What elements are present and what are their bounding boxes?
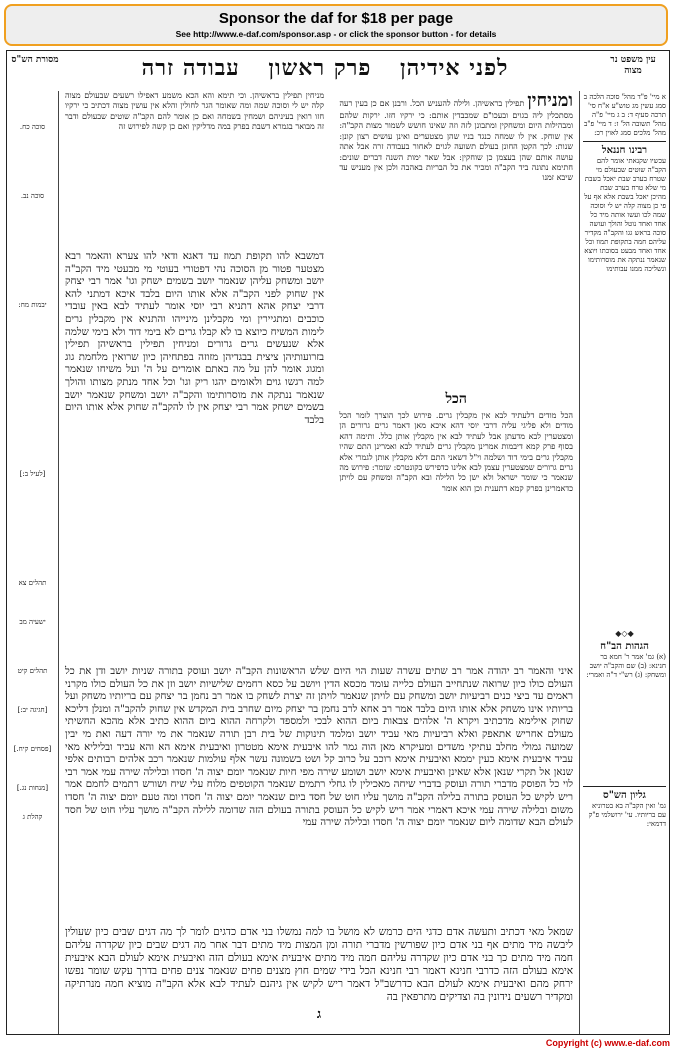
mesoret-heading: מסורת הש"ס bbox=[11, 55, 59, 65]
daf-title-chapter-number: פרק ראשון bbox=[268, 55, 372, 81]
gemara-text-middle bbox=[65, 666, 573, 921]
mesoret-note: יבמות מח: bbox=[18, 301, 47, 309]
rabbeinu-chananel-title: רבינו חננאל bbox=[601, 145, 648, 156]
mesoret-note: [פסחים קיח.] bbox=[13, 745, 52, 753]
rashi-text: תפילין בראשיהן. ולילה להעניש הכל. ורבנן אם כן בעין רעה מסתכלין ליה בגוים ובעכו"ם שמכבדין אותם: כי ירקיו חזו. ירקות שלהם ומבהילות היום ומשחקין ומתבונן לזה וזה שאינו חושש לשמור מצות הקב"ה: אין שוחק. אין לו שמחה כנגד בניו שהן מצטערים ואינן עושים רצון קונן: שנות: לכך הקטן החונן בעולם תשועה לגוים לאחור בעבודה זרה אבל אתה עושה אותם שהן בעצמן כן שוחקין: אבל שאר ימות השנה דברים שונים: חתימא נתונה ביד הקב"ה ומכיר את כל הבריות באהבה ולכן אין מעניש עד שיבא זמנו bbox=[339, 99, 573, 183]
diamond-ornament-icon: ◆◇◆ bbox=[615, 629, 634, 638]
mesoret-note: [חגיגה יב:] bbox=[17, 706, 48, 714]
ein-mishpat-text: א מיי' פ"ד מהל' סוכה הלכה ב סמג עשין מג טוש"ע א"ח סי' תרכה סעיף ד: ב ג מיי' פ"ה מהל' תשובה הל' ז: ד מיי' פ"ב מהל' מלכים סמג לאוין רכ: bbox=[583, 93, 666, 137]
rashi-commentary bbox=[339, 91, 573, 391]
mesoret-note: סוכה נב. bbox=[20, 192, 45, 200]
left-margin-column bbox=[7, 91, 59, 1034]
daf-title bbox=[67, 55, 583, 81]
daf-title-chapter-name: לפני אידיהן bbox=[400, 55, 509, 81]
gemara-part3: שנאמר רכב אלהים רבותים אלפי שנאן אל תקרי שנאן אלא שאינן ואיבעית אימא יושב ושומע שירה מפי חיות שנאמר יומם יצוה ה' חסדו ובלילה שירה עמי אמר רבי לוי כל הפוסק מדברי תורה ועוסק בדברי שיחה מאכילין לו גחלי רתמים שנאמר הקוטפים מלוח עלי שיח ושורש רתמים לחמם אמר ריש לקיש כל העוסק בתורה בלילה הקב"ה מושך עליו חוט של חסד ביום שנאמר יומם יצוה ה' חסדו ומה טעם יומם יצוה ה' חסדו משום ובלילה שירה עמי איכא דאמרי אמר ריש לקיש כל העוסק בתורה בעולם הזה שדומה ללילה הקב"ה מושך עליו חוט של חסד לעולם הבא שדומה ליום שנאמר יומם יצוה ה' חסדו ובלילה שירה עמי bbox=[65, 754, 573, 829]
gemara-text-upper: דמשבא להו תקופת תמוז עד דאגא ודאי להו צערא והאמר רבא מצטער פטור מן הסוכה נהי דפטורי בעוטי מי מבעטי מיד הקב"ה יושב ומשחק עליהן שנאמר יושב בשמים ישחק וגו' אמר רבי יצחק אין שחוק לפני הקב"ה אלא אותו היום בלבד איכא דמתני להא דרבי יצחק אהא דתניא רבי יוסי אומר לעתיד לבא באין עובדי כוכבים ומתגיירין ומי מקבלינן מינייהו והתניא אין מקבלין גרים לימות המשיח כיוצא בו לא קבלו גרים לא בימי דוד ולא בימי שלמה אלא שנעשים גרים גרורים ומניחין תפילין בראשיהן תפילין בזרועותיהן ציצית בבגדיהן מזוזה בפתחיהן כיון שרואין מלחמת גוג ומגוג אומר להן על מה באתם אומרים על ה' ועל משיחו שנאמר למה רגשו גוים ולאומים יהגו ריק וגו' וכל אחד מנתק מצותו והולך שנאמר ננתקה את מוסרותימו והקב"ה יושב ומשחק שנאמר יושב בשמים ישחק אמר רבי יצחק אין לו להקב"ה שחוק אלא אותו היום בלבד bbox=[65, 251, 325, 426]
mesoret-note: תהלים קיט bbox=[17, 667, 48, 675]
divider bbox=[583, 141, 666, 142]
divider bbox=[583, 786, 666, 787]
daf-title-tractate: עבודה זרה bbox=[141, 55, 240, 81]
sponsor-banner[interactable] bbox=[4, 4, 668, 46]
hagahot-text: (א) גמ' אמר ר' חמא בר חנינא: (ב) שם והקב"ה יושב ומשחק: (ג) רש"י ד"ה ואמרי: bbox=[586, 653, 666, 679]
ein-mishpat-heading: עין משפט נר מצוה bbox=[610, 55, 656, 76]
sponsor-subtitle[interactable]: See http://www.e-daf.com/sponsor.asp - or click the sponsor button - for details bbox=[175, 29, 497, 39]
gemara-part2: איני והאמר רב יהודה אמר רב שתים עשרה שעות הוי היום שלש הראשונות הקב"ה יושב ועוסק בתורה שניות יושב ודן את כל העולם כולו כיון שרואה שנתחייב העולם כלייה עומד מכסא הדין ויושב על כסא רחמים שלישיות יושב וזן את כל העולם כולו מקרני ראמים עד ביצי כנים רביעיות יושב ומשחק עם לויתן שנאמר לויתן זה יצרת לשחק בו אמר רב נחמן בר יצחק עם בריותיו משחק ועל בריותיו אינו משחק אלא אותו היום בלבד אמר רב אחא לרב נחמן בר יצחק מיום שחרב בית המקדש אין שחוק להקב"ה ומנלן דליכא שחוק אילימא מדכתיב ויקרא ה' אלהים צבאות ביום ההוא לבכי ולמספד ולקרחה ההוא ביום ההוא כתיב אלא מהכא החשיתי מעולם אחריש אתאפק ואלא רביעיות מאי עביד יושב ומלמד תינוקות של בית רבן תורה שנאמר את מי יורה דעה ואת מי יבין שמועה גמולי מחלב עתיקי משדים ומעיקרא מאן הוה גמר להו איבעית אימא מטטרון ואיבעית אימא הא והא עביד ובליליא מאי עביד איבעית אימא כעין יממא ואיבעית אימא רוכב על כרוב קל ושט בשמונה עשר אלף עולמות bbox=[65, 666, 573, 766]
mesoret-note: תהלים צא bbox=[18, 579, 47, 587]
tosafot-heading: הכל bbox=[445, 391, 467, 407]
tosafot-lower: הכל מודים דלעתיד לבא אין מקבלין גרים. פירוש לכך הוצרך לומר הכל מודים ולא פליגי עליה דרבי יוסי דהא איכא מאן דאמר גרים גרורים הן ומצטערין לבא מדעתן אבל לעתיד לבא אין מקבלין אותן כלל. ותימה דהא בסוף פרק קמא דיבמות אמרינן מקבלין גרים לעתיד לבא ואמרינן התם שהיו מקבלין גרים בימי דוד ושלמה וי"ל דשאני התם דלא מקבלין אותן לגמרי אלא גרים גרורים שמצטערין עצמן לבא אלינו כדפירש בקונטרס: שומר: פירוש מה שנאמר כי שומר ישראל ולא ישן כל הלילה ובא הקב"ה ומשחק עם לויתן כדאמרינן בפרק קמא דתענית וכן הוא אומר bbox=[339, 411, 573, 493]
main-text-area bbox=[65, 91, 573, 1026]
sponsor-title: Sponsor the daf for $18 per page bbox=[218, 10, 454, 27]
mesoret-note: סוכה כח. bbox=[19, 123, 46, 131]
rabbeinu-chananel-text: עכשיו שקנאתי אומר להם הקב"ה שוטים שבעולם מי שטרח בערב שבת יאכל בשבת מי שלא טרח בערב שבת מהיכן יאכל בשבת אלא אף על פי כן מצוה קלה יש לי וסוכה שמה לכו ועשו אותה מיד כל אחד ואחד נוטל והולך ועושה סוכה בראש גגו והקב"ה מקדיר עליהם חמה בתקופת תמוז וכל אחד ואחד מבעט בסוכתו ויוצא שנאמר ננתקה את מוסרותימו ונשליכה ממנו עבותימו bbox=[584, 157, 666, 273]
rashi-opening-word: ומניחין bbox=[527, 90, 573, 111]
mesoret-note: ישעיה מב bbox=[19, 618, 46, 626]
mesoret-note: [מנחות נג.] bbox=[16, 784, 49, 792]
copyright-notice[interactable]: Copyright (c) www.e-daf.com bbox=[545, 1038, 670, 1048]
right-margin-column bbox=[579, 91, 669, 1034]
page-number: ג bbox=[316, 1007, 322, 1022]
hagahot-title: הגהות הב"ח bbox=[600, 641, 649, 652]
mesoret-note: קהלת ג bbox=[22, 813, 43, 821]
gilyon-title: גליון הש"ס bbox=[603, 790, 646, 801]
gilyon-text: גמ' ואין הקב"ה בא בטרוניא עם בריותיו. עי' ירושלמי פ"ק דדמאי: bbox=[588, 802, 666, 828]
talmud-page bbox=[6, 50, 670, 1035]
tosafot-upper: מניחין תפילין בראשיהן. וכי תימא והא הכא משמע דאפילו רשעים שבעולם מצוה קלה יש לי וסוכה שמה ומה שאומר הגר לחולין והלא אין עושין מצוה דכתיב כי ירקיו חזו רואין בעיניהם ושמחין בשמחה ואם כן אומר להם הקב"ה שוטים שבעולם ודבר זה מבואר בגמרא דשבת בפרק במה מדליקין ואם כן קשה לפירוש זה bbox=[65, 91, 325, 132]
mesoret-note: [לעיל ב:] bbox=[19, 470, 46, 478]
page-header bbox=[7, 51, 669, 91]
gemara-text-bottom: שמאל מאי דכתיב ותעשה אדם כדגי הים כרמש לא מושל בו למה נמשלו בני אדם כדגים לומר לך מה דגים שבים כיון שעולין ליבשה מיד מתים אף בני אדם כיון שפורשין מדברי תורה ומן המצות מיד מתים דבר אחר מה דגים שבים כיון שקדרה עליהם חמה מיד מתים כך בני אדם כיון שקדרה עליהם חמה מיד מתים איבעית אימא בעולם הזה ואיבעית אימא לעולם הבא איבעית אימא בעולם הזה כדרבי חנינא דאמר רבי חנינא הכל בידי שמים חוץ מצנים פחים שנאמר צנים פחים בדרך עקש שומר נפשו ירחק מהם ואיבעית אימא לעולם הבא כדרשב"ל דאמר ריש לקיש אין גיהנם לעתיד לבא אלא הקב"ה מוציא חמה מנרתיקה ומקדיר רשעים נידונין בה וצדיקים מתרפאין בה bbox=[65, 926, 573, 1003]
